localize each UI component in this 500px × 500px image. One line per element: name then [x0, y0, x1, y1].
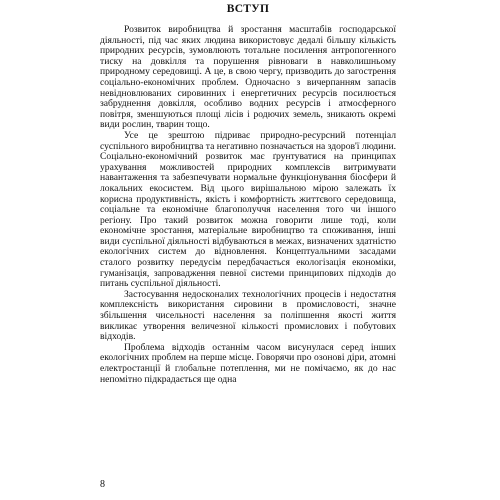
paragraph-3: Застосування недосконалих технологічних процесів і недостатня комплексність використання сировини в промисловості, значне збільшення чисельності населення за поліпшення якості життя викликає утворення величезної кількості промислових і побутових відходів. [100, 288, 396, 343]
paragraph-4: Проблема відходів останнім часом висунулася серед інших екологічних проблем на перше місце. Говорячи про озонові діри, атомні електростанції й глобальне потеплення, ми не помічаємо, як до нас непомітно підкрадається ще одна [100, 341, 396, 385]
paragraph-1: Розвиток виробництва й зростання масштабів господарської діяльності, під час яких людина використовує дедалі більшу кількість природних ресурсів, зумовлюють тотальне посилення антропогенного тиску на довкілля та порушення рівноваги в навколишньому природному середовищі. А це, в свою чергу, призводить до загострення соціально-економічних проблем. Одночасно з вичерпанням запасів невідновлюваних сировинних і енергетичних ресурсів посилюється забруднення довкілля, особливо водних ресурсів і атмосферного повітря, зменшуються площі лісів і родючих земель, зникають окремі види рослин, тварин тощо. [100, 24, 396, 131]
page-number: 8 [100, 479, 105, 490]
body-text [100, 25, 396, 385]
document-page [100, 0, 396, 500]
page-title: ВСТУП [226, 3, 270, 15]
paragraph-2: Усе це зрештою підриває природно-ресурсний потенціал суспільного виробництва та негативно позначається на здоров'ї людини. Соціально-економічний розвиток має ґрунтуватися на принципах урахування можливостей природних комплексів витримувати навантаження та забезпечувати нормальне функціонування біосфери й локальних екосистем. Від цього вирішальною мірою залежать їх корисна продуктивність, якість і комфортність життєвого середовища, соціальне та економічне благополуччя населення того чи іншого регіону. Про такий розвиток можна говорити лише тоді, коли економічне зростання, матеріальне виробництво та споживання, інші види суспільної діяльності відбуваються в межах, визначених здатністю екологічних систем до відновлення. Концептуальними засадами сталого розвитку передусім передбачається екологізація економіки, гуманізація, запровадження певної системи принципових підходів до питань суспільної діяльності. [100, 129, 396, 290]
